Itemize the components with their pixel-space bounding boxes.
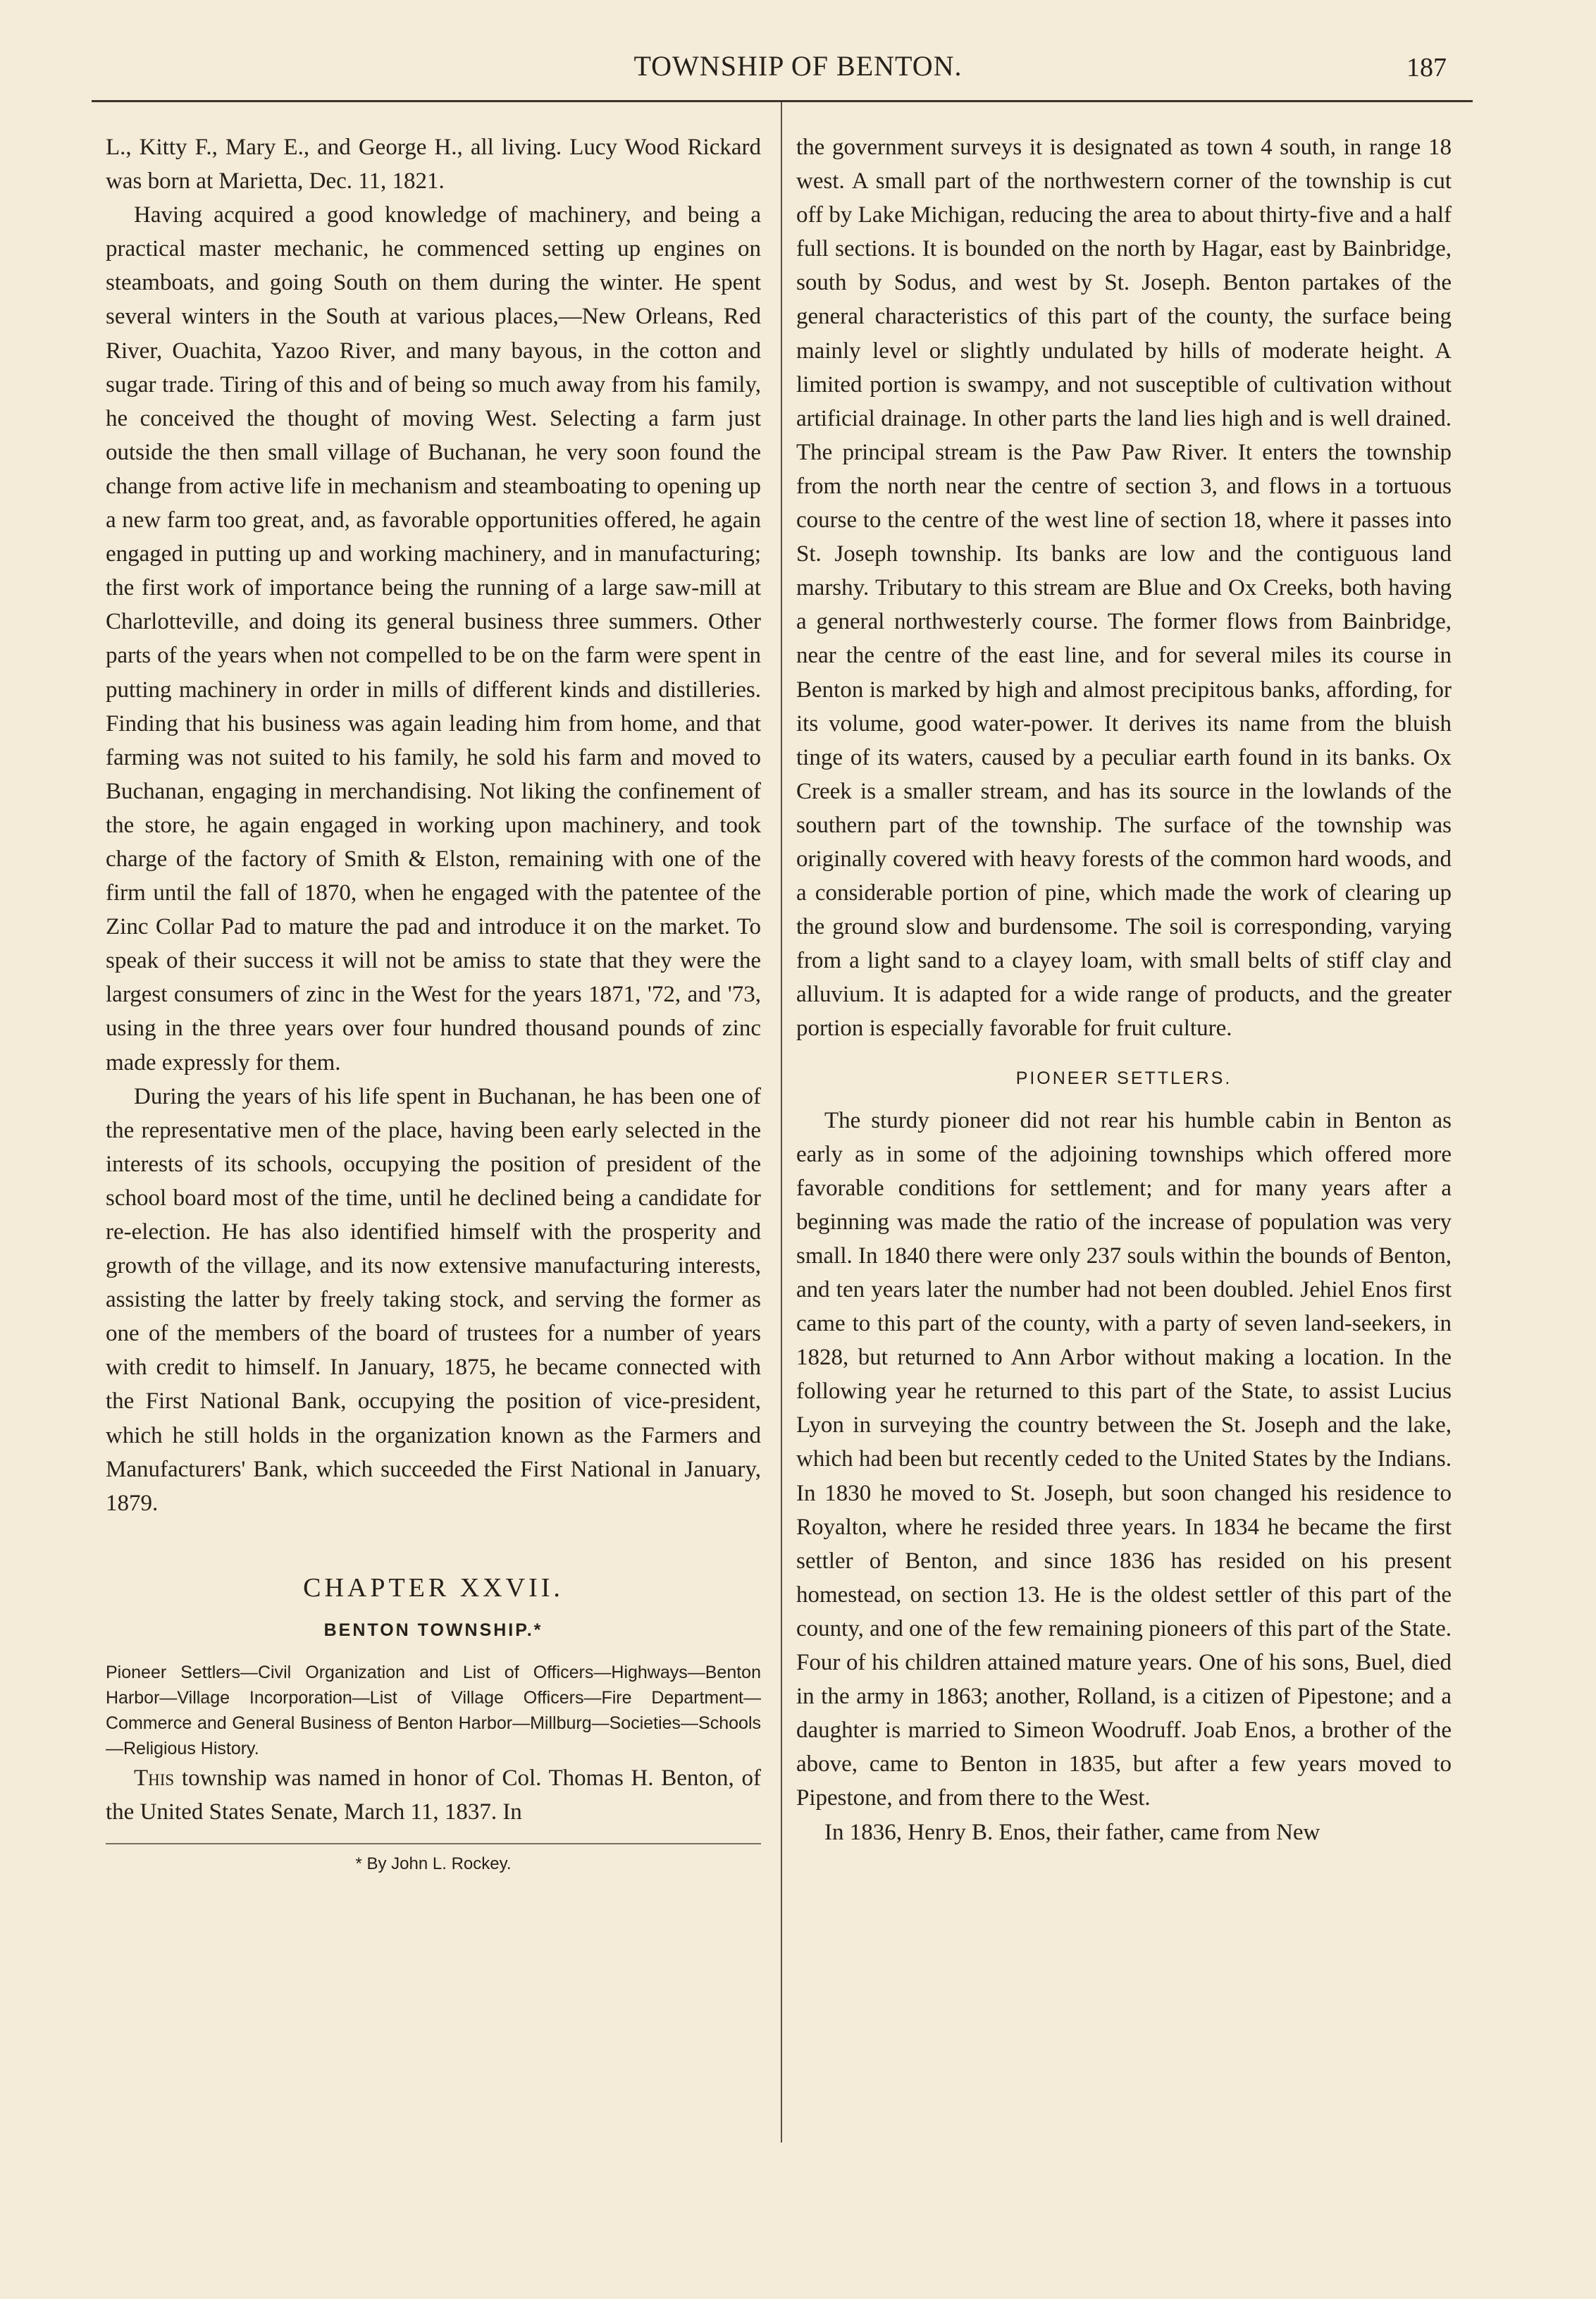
running-head: TOWNSHIP OF BENTON. <box>633 50 963 82</box>
paragraph: The sturdy pioneer did not rear his humble cabin in Benton as early as in some of the adjoining townships which offered more favorable conditions for settlement; and for many years after a beginning was made the ratio of the increase of population was very small. In 1840 there were only 237 souls within the bounds of Benton, and ten years later the number had not been doubled. Jehiel Enos first came to this part of the county, with a party of seven land-seekers, in 1828, but returned to Ann Arbor without making a location. In the following year he returned to this part of the State, to assist Lucius Lyon in surveying the country between the St. Joseph and the lake, which had been but recently ceded to the United States by the Indians. In 1830 he moved to St. Joseph, but soon changed his residence to Royalton, where he resided three years. In 1834 he became the first settler of Benton, and since 1836 has resided on his present homestead, on section 13. He is the oldest settler of this part of the county, and one of the few remaining pioneers of this part of the State. Four of his children attained mature years. One of his sons, Buel, died in the army in 1863; another, Rolland, is a citizen of Pipestone; and a daughter is married to Simeon Woodruff. Joab Enos, a brother of the above, came to Benton in 1835, but after a few years moved to Pipestone, and from there to the West. <box>796 1107 1452 1811</box>
paragraph: the government surveys it is designated as town 4 south, in range 18 west. A small part of the northwestern corner of the township is cut off by Lake Michigan, reducing the area to about thirty-five and a half full sections. It is bounded on the north by Hagar, east by Bainbridge, south by Sodus, and west by St. Joseph. Benton partakes of the general characteristics of this part of the county, the surface being mainly level or slightly undulated by hills of moderate height. A limited portion is swampy, and not susceptible of cultivation without artificial drainage. In other parts the land lies high and is well drained. The principal stream is the Paw Paw River. It enters the township from the north near the centre of section 3, and flows in a tortuous course to the centre of the west line of section 18, where it passes into St. Joseph township. Its banks are low and the contiguous land marshy. Tributary to this stream are Blue and Ox Creeks, both having a general northwesterly course. The former flows from Bainbridge, near the centre of the east line, and for several miles its course in Benton is marked by high and almost precipitous banks, affording, for its volume, good water-power. It derives its name from the bluish tinge of its waters, caused by a peculiar earth found in its banks. Ox Creek is a smaller stream, and has its source in the lowlands of the southern part of the township. The surface of the township was originally covered with heavy forests of the common hard woods, and a considerable portion of pine, which made the work of clearing up the ground slow and burdensome. The soil is corresponding, varying from a light sand to a clayey loam, with small belts of stiff clay and alluvium. It is adapted for a wide range of products, and the greater portion is especially favorable for fruit culture. <box>796 135 1452 1042</box>
paragraph: During the years of his life spent in Buchanan, he has been one of the representative men of the place, having been early selected in the interests of its schools, occupying the position of president of the school board most of the time, until he declined being a candidate for re-election. He has also identified himself with the prosperity and growth of the village, and its now extensive manufacturing interests, assisting the latter by freely taking stock, and serving the former as one of the members of the board of trustees for a number of years with credit to himself. In January, 1875, he became connected with the First National Bank, occupying the position of vice-president, which he still holds in the organization known as the Farmers and Manufacturers' Bank, which succeeded the First National in January, 1879. <box>106 1083 761 1516</box>
chapter-subtitle: BENTON TOWNSHIP.* <box>323 1620 543 1640</box>
section-heading: PIONEER SETTLERS. <box>1015 1068 1232 1088</box>
right-column <box>796 130 1452 1849</box>
header-rule <box>92 100 1473 102</box>
paragraph: In 1836, Henry B. Enos, their father, came from New <box>824 1819 1320 1845</box>
chapter-title: CHAPTER XXVII. <box>303 1572 564 1603</box>
paragraph: Having acquired a good knowledge of machinery, and being a practical master mechanic, he commenced setting up engines on steamboats, and going South on them during the winter. He spent several winters in the South at various places,—New Orleans, Red River, Ouachita, Yazoo River, and many bayous, in the cotton and sugar trade. Tiring of this and of being so much away from his family, he conceived the thought of moving West. Selecting a farm just outside the then small village of Buchanan, he very soon found the change from active life in mechanism and steamboating to opening up a new farm too great, and, as favorable opportunities offered, he again engaged in putting up and working machinery, and in manufacturing; the first work of importance being the running of a large saw-mill at Charlotteville, and doing its general business three summers. Other parts of the years when not compelled to be on the farm were spent in putting machinery in order in mills of different kinds and distilleries. Finding that his business was again leading him from home, and that farming was not suited to his family, he sold his farm and moved to Buchanan, engaging in merchandising. Not liking the confinement of the store, he again engaged in working upon machinery, and took charge of the factory of Smith & Elston, remaining with one of the firm until the fall of 1870, when he engaged with the patentee of the Zinc Collar Pad to mature the pad and introduce it on the market. To speak of their success it will not be amiss to state that they were the largest consumers of zinc in the West for the years 1871, '72, and '73, using in the three years over four hundred thousand pounds of zinc made expressly for them. <box>106 202 761 1075</box>
page-number: 187 <box>1406 53 1447 82</box>
column-divider <box>781 102 782 2143</box>
footnote: * By John L. Rockey. <box>355 1854 512 1874</box>
paragraph <box>106 1761 761 1829</box>
paragraph: L., Kitty F., Mary E., and George H., all living. Lucy Wood Rickard was born at Marietta, Dec. 11, 1821. <box>106 135 761 195</box>
chapter-synopsis: Pioneer Settlers—Civil Organization and List of Officers—Highways—Benton Harbor—Village Incorporation—List of Village Officers—Fire Department—Commerce and General Business of Benton Harbor—Millburg—Societies—Schools—Religious History. <box>106 1662 761 1758</box>
paragraph-text: township was named in honor of Col. Thomas H. Benton, of the United States Senate, March 11, 1837. In <box>106 1765 761 1825</box>
page-header <box>0 44 1596 93</box>
left-column <box>106 130 761 1877</box>
lead-word: This <box>134 1765 175 1791</box>
footnote-rule <box>106 1843 761 1844</box>
